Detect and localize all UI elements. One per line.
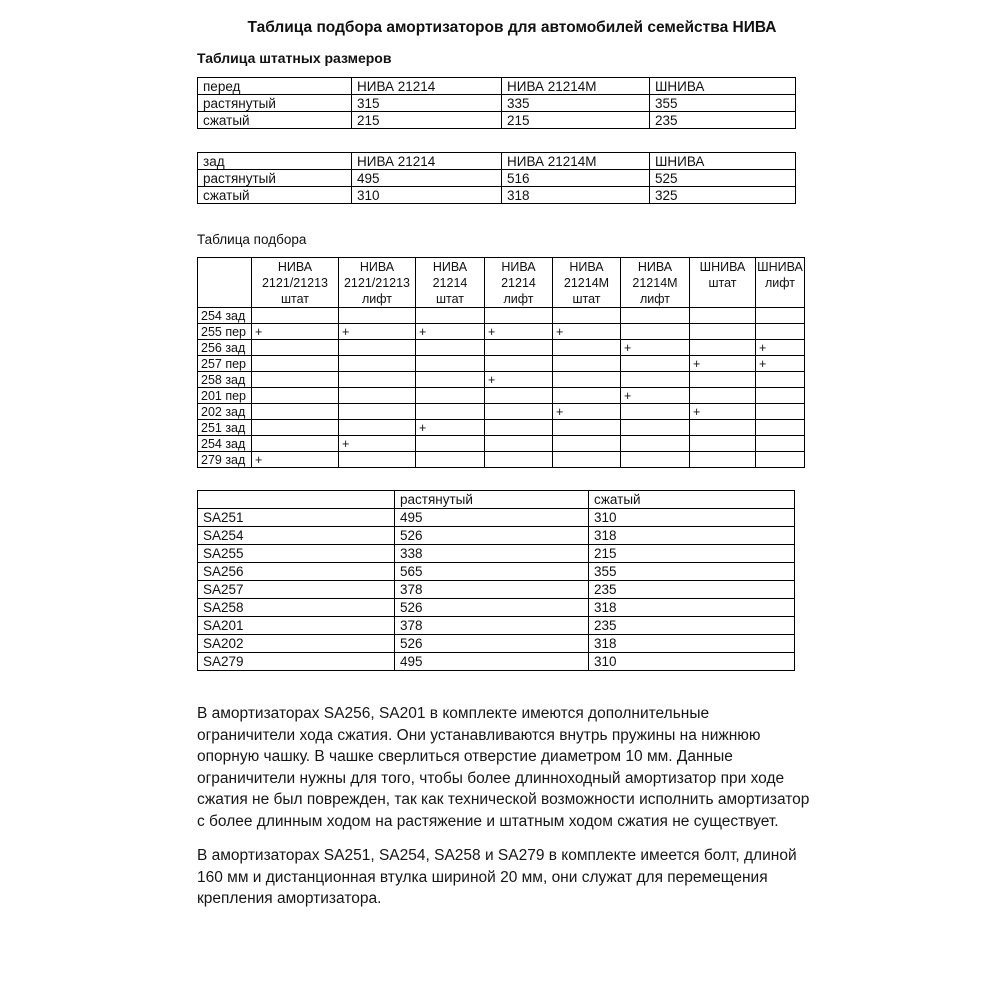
table-cell: SA255 <box>198 545 395 563</box>
compat-mark-cell <box>690 388 756 404</box>
compat-mark-cell <box>553 452 621 468</box>
compat-mark-cell <box>416 388 485 404</box>
compat-mark-cell: + <box>485 324 553 340</box>
compat-mark-cell <box>252 436 339 452</box>
compat-mark-cell <box>756 420 805 436</box>
matrix-row <box>198 372 805 388</box>
matrix-row <box>198 436 805 452</box>
compat-mark-cell: + <box>756 340 805 356</box>
compat-mark-cell <box>621 308 690 324</box>
column-header-cell: растянутый <box>395 491 589 509</box>
table-cell: 235 <box>589 581 795 599</box>
compat-mark-cell <box>252 308 339 324</box>
compat-mark-cell <box>416 356 485 372</box>
column-header-cell: НИВА 21214М <box>502 78 650 95</box>
matrix-row <box>198 340 805 356</box>
table-cell: 526 <box>395 599 589 617</box>
compat-mark-cell <box>553 372 621 388</box>
sa-dimensions-table <box>197 490 795 671</box>
table-row <box>198 635 795 653</box>
compat-mark-cell <box>621 420 690 436</box>
table-cell: сжатый <box>198 112 352 129</box>
row-label-cell: 254 зад <box>198 436 252 452</box>
column-header-cell: ШНИВА штат <box>690 258 756 308</box>
table-cell: 378 <box>395 617 589 635</box>
compat-mark-cell <box>252 420 339 436</box>
table-cell: SA258 <box>198 599 395 617</box>
corner-cell <box>198 258 252 308</box>
column-header-cell: зад <box>198 153 352 170</box>
compat-mark-cell <box>621 452 690 468</box>
compat-mark-cell <box>756 388 805 404</box>
column-header-cell: ШНИВА <box>650 153 796 170</box>
compat-mark-cell <box>553 340 621 356</box>
compat-mark-cell <box>485 452 553 468</box>
compat-mark-cell <box>485 388 553 404</box>
table-header-row <box>198 491 795 509</box>
compat-mark-cell <box>690 324 756 340</box>
compat-mark-cell <box>339 372 416 388</box>
matrix-row <box>198 388 805 404</box>
compat-mark-cell <box>416 436 485 452</box>
compat-mark-cell <box>339 404 416 420</box>
table-cell: 495 <box>395 653 589 671</box>
compat-mark-cell: + <box>553 324 621 340</box>
selection-heading: Таблица подбора <box>197 232 307 247</box>
compat-mark-cell <box>485 404 553 420</box>
table-row <box>198 187 796 204</box>
table-header-row <box>198 78 796 95</box>
compat-mark-cell <box>416 340 485 356</box>
table-row <box>198 95 796 112</box>
compat-mark-cell <box>690 308 756 324</box>
paragraph-compression-limiters: В амортизаторах SA256, SA201 в комплекте имеются дополнительные ограничители хода сжатия. Они устанавливаются внутрь пружины на нижнюю опорную чашку. В чашке сверлиться отверстие диаметром 10 мм. Данные ограничители нужны для того, чтобы более длинноходный амортизатор при ходе сжатия не был поврежден, так как технической возможности исполнить амортизатор с более длинным ходом на растяжение и штатным ходом сжатия не существует. <box>197 705 810 830</box>
compat-mark-cell <box>252 388 339 404</box>
table-cell: 355 <box>650 95 796 112</box>
column-header-cell: НИВА 21214М штат <box>553 258 621 308</box>
column-header-cell: ШНИВА лифт <box>756 258 805 308</box>
compat-mark-cell: + <box>416 324 485 340</box>
table-cell: растянутый <box>198 95 352 112</box>
column-header-cell: НИВА 2121/21213 лифт <box>339 258 416 308</box>
compat-mark-cell <box>690 372 756 388</box>
row-label-cell: 202 зад <box>198 404 252 420</box>
table-cell: 215 <box>352 112 502 129</box>
table-cell: 526 <box>395 527 589 545</box>
table-cell: 565 <box>395 563 589 581</box>
row-label-cell: 251 зад <box>198 420 252 436</box>
compat-mark-cell <box>553 420 621 436</box>
compat-mark-cell <box>690 436 756 452</box>
table-cell: сжатый <box>198 187 352 204</box>
column-header-cell: НИВА 21214 штат <box>416 258 485 308</box>
table-cell: 215 <box>589 545 795 563</box>
compat-mark-cell: + <box>485 372 553 388</box>
compat-mark-cell <box>339 308 416 324</box>
paragraph-bolt-kit: В амортизаторах SA251, SA254, SA258 и SA279 в комплекте имеется болт, длиной 160 мм и дистанционная втулка шириной 20 мм, они служат для перемещения крепления амортизатора. <box>197 847 797 908</box>
matrix-row <box>198 452 805 468</box>
table-row <box>198 581 795 599</box>
standard-sizes-heading: Таблица штатных размеров <box>197 50 392 66</box>
column-header-cell: ШНИВА <box>650 78 796 95</box>
compat-mark-cell <box>553 436 621 452</box>
compat-mark-cell: + <box>756 356 805 372</box>
compat-mark-cell: + <box>416 420 485 436</box>
compat-mark-cell <box>485 308 553 324</box>
compat-mark-cell <box>485 436 553 452</box>
compat-mark-cell <box>416 308 485 324</box>
table-cell: 310 <box>352 187 502 204</box>
table-row <box>198 545 795 563</box>
compat-mark-cell <box>756 324 805 340</box>
compat-mark-cell <box>621 324 690 340</box>
table-cell: 335 <box>502 95 650 112</box>
compat-mark-cell <box>621 436 690 452</box>
matrix-row <box>198 420 805 436</box>
table-cell: SA201 <box>198 617 395 635</box>
compat-mark-cell <box>690 340 756 356</box>
column-header-cell: сжатый <box>589 491 795 509</box>
compat-mark-cell <box>621 404 690 420</box>
column-header-cell <box>198 491 395 509</box>
compatibility-matrix-table <box>197 257 805 468</box>
front-sizes-table <box>197 77 796 129</box>
table-cell: растянутый <box>198 170 352 187</box>
compat-mark-cell <box>690 452 756 468</box>
table-cell: 318 <box>589 527 795 545</box>
table-row <box>198 170 796 187</box>
table-cell: 525 <box>650 170 796 187</box>
table-row <box>198 599 795 617</box>
table-row <box>198 527 795 545</box>
row-label-cell: 254 зад <box>198 308 252 324</box>
table-cell: 315 <box>352 95 502 112</box>
column-header-cell: НИВА 21214 <box>352 78 502 95</box>
compat-mark-cell <box>416 452 485 468</box>
compat-mark-cell <box>756 452 805 468</box>
compat-mark-cell <box>339 356 416 372</box>
table-cell: 318 <box>589 599 795 617</box>
row-label-cell: 258 зад <box>198 372 252 388</box>
row-label-cell: 255 пер <box>198 324 252 340</box>
column-header-cell: перед <box>198 78 352 95</box>
table-cell: SA257 <box>198 581 395 599</box>
compat-mark-cell: + <box>690 356 756 372</box>
table-cell: SA251 <box>198 509 395 527</box>
compat-mark-cell <box>416 372 485 388</box>
matrix-header-row <box>198 258 805 308</box>
row-label-cell: 256 зад <box>198 340 252 356</box>
row-label-cell: 201 пер <box>198 388 252 404</box>
compat-mark-cell <box>553 388 621 404</box>
matrix-row <box>198 356 805 372</box>
compat-mark-cell <box>339 340 416 356</box>
compat-mark-cell <box>756 308 805 324</box>
compat-mark-cell <box>339 452 416 468</box>
compat-mark-cell <box>690 420 756 436</box>
table-cell: 318 <box>502 187 650 204</box>
column-header-cell: НИВА 21214 <box>352 153 502 170</box>
column-header-cell: НИВА 21214М лифт <box>621 258 690 308</box>
table-cell: 526 <box>395 635 589 653</box>
column-header-cell: НИВА 21214 лифт <box>485 258 553 308</box>
table-cell: 355 <box>589 563 795 581</box>
compat-mark-cell <box>339 420 416 436</box>
matrix-row <box>198 324 805 340</box>
table-cell: 215 <box>502 112 650 129</box>
compat-mark-cell <box>252 372 339 388</box>
matrix-row <box>198 404 805 420</box>
compat-mark-cell <box>252 404 339 420</box>
compat-mark-cell <box>621 356 690 372</box>
table-cell: 495 <box>352 170 502 187</box>
table-cell: 495 <box>395 509 589 527</box>
compat-mark-cell <box>485 420 553 436</box>
column-header-cell: НИВА 2121/21213 штат <box>252 258 339 308</box>
table-cell: 325 <box>650 187 796 204</box>
compat-mark-cell <box>339 388 416 404</box>
table-cell: SA279 <box>198 653 395 671</box>
matrix-row <box>198 308 805 324</box>
rear-sizes-table <box>197 152 796 204</box>
compat-mark-cell <box>252 356 339 372</box>
table-cell: 235 <box>650 112 796 129</box>
table-cell: 310 <box>589 509 795 527</box>
table-row <box>198 509 795 527</box>
table-row <box>198 112 796 129</box>
table-cell: 235 <box>589 617 795 635</box>
column-header-cell: НИВА 21214М <box>502 153 650 170</box>
compat-mark-cell <box>621 372 690 388</box>
compat-mark-cell <box>485 340 553 356</box>
compat-mark-cell: + <box>339 436 416 452</box>
table-cell: 516 <box>502 170 650 187</box>
compat-mark-cell <box>485 356 553 372</box>
table-cell: 310 <box>589 653 795 671</box>
table-cell: 338 <box>395 545 589 563</box>
table-row <box>198 653 795 671</box>
compat-mark-cell: + <box>621 388 690 404</box>
row-label-cell: 257 пер <box>198 356 252 372</box>
compat-mark-cell: + <box>690 404 756 420</box>
table-cell: SA202 <box>198 635 395 653</box>
compat-mark-cell: + <box>339 324 416 340</box>
compat-mark-cell <box>553 356 621 372</box>
table-row <box>198 563 795 581</box>
table-cell: SA254 <box>198 527 395 545</box>
compat-mark-cell <box>756 404 805 420</box>
compat-mark-cell <box>252 340 339 356</box>
table-cell: 318 <box>589 635 795 653</box>
table-cell: SA256 <box>198 563 395 581</box>
page-title: Таблица подбора амортизаторов для автомобилей семейства НИВА <box>247 19 777 36</box>
compat-mark-cell: + <box>553 404 621 420</box>
table-cell: 378 <box>395 581 589 599</box>
table-header-row <box>198 153 796 170</box>
compat-mark-cell: + <box>252 324 339 340</box>
compat-mark-cell <box>756 372 805 388</box>
compat-mark-cell <box>553 308 621 324</box>
compat-mark-cell: + <box>621 340 690 356</box>
compat-mark-cell: + <box>252 452 339 468</box>
table-row <box>198 617 795 635</box>
compat-mark-cell <box>756 436 805 452</box>
compat-mark-cell <box>416 404 485 420</box>
row-label-cell: 279 зад <box>198 452 252 468</box>
